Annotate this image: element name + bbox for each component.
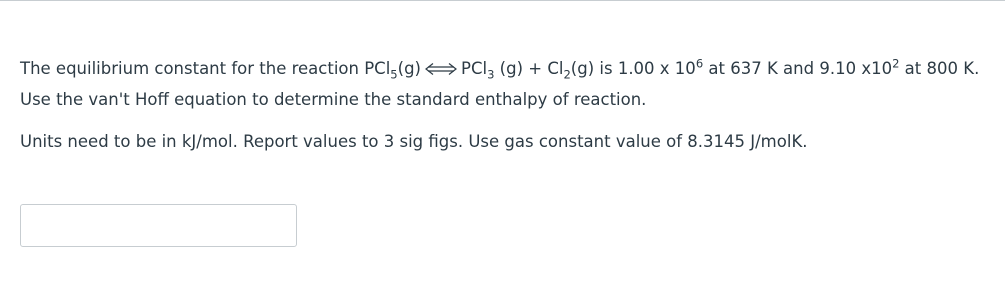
question-end: at 800 K. Use the van't Hoff equation to determine the standard enthalpy of reaction. <box>20 59 980 109</box>
question-intro: The equilibrium constant for the reaction PCl <box>20 59 391 78</box>
question-mid: at 637 K and 9.10 x10 <box>703 59 893 78</box>
product1-state: (g) + Cl <box>494 59 564 78</box>
product1-subscript: 3 <box>487 67 495 82</box>
product2-subscript: 2 <box>563 67 571 82</box>
question-statement <box>20 54 995 115</box>
question-text <box>20 54 995 157</box>
k2-exponent: 2 <box>892 56 900 71</box>
reactant-state: (g) <box>397 59 421 78</box>
answer-input[interactable] <box>20 204 297 247</box>
double-headed-arrow-icon <box>424 55 458 85</box>
units-note: Units need to be in kJ/mol. Report values to 3 sig figs. Use gas constant value of 8.3145 J/molK. <box>20 131 808 151</box>
k1-exponent: 6 <box>695 56 704 71</box>
product2-state: (g) is 1.00 x 10 <box>570 59 696 78</box>
reactant-subscript: 5 <box>390 67 398 82</box>
product1-formula: PCl <box>461 59 488 78</box>
top-divider <box>0 0 1005 1</box>
